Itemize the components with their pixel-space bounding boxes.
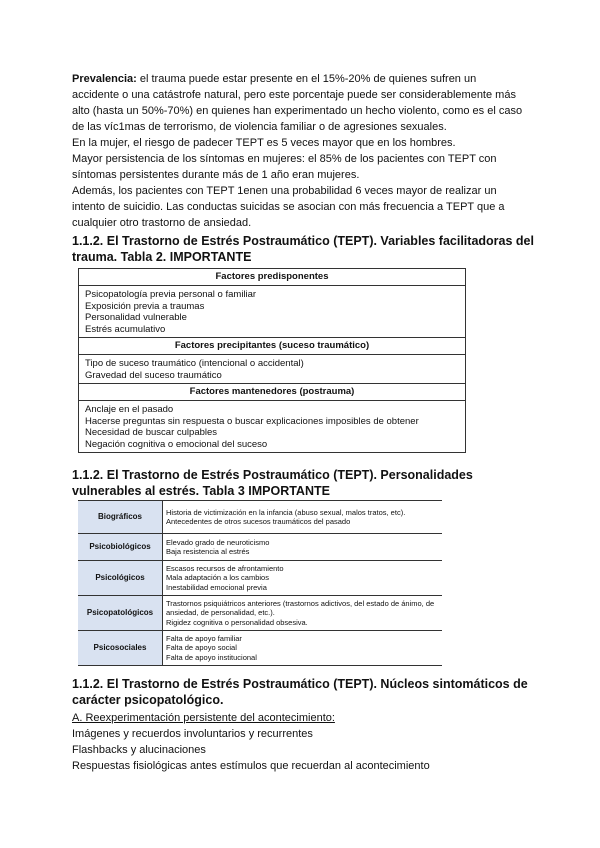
section-heading-personalidades: 1.1.2. El Trastorno de Estrés Postraumático (TEPT). Personalidades vulnerables al estrés. Tabla 3 IMPORTANTE xyxy=(72,468,473,498)
list-item: Exposición previa a traumas xyxy=(85,300,205,312)
list-item: Negación cognitiva o emocional del suceso xyxy=(85,438,268,450)
table-section-title: Factores precipitantes (suceso traumático) xyxy=(79,338,465,355)
prevalence-line-2: accidente o una catástrofe natural, pero este porcentaje puede ser considerablemente más xyxy=(72,89,516,101)
row-category: Psicosociales xyxy=(78,631,163,666)
list-item: Baja resistencia al estrés xyxy=(166,547,250,556)
table-personalidades-vulnerables xyxy=(78,500,442,666)
table-variables-facilitadoras xyxy=(78,268,466,453)
list-item: Antecedentes de otros sucesos traumáticos del pasado xyxy=(166,517,351,526)
table-row xyxy=(78,631,442,666)
table-row xyxy=(78,561,442,596)
list-item: Tipo de suceso traumático (intencional o accidental) xyxy=(85,358,304,369)
prevalence-line-8: Además, los pacientes con TEPT 1enen una probabilidad 6 veces mayor de realizar un xyxy=(72,185,497,197)
row-content xyxy=(163,561,443,596)
prevalence-paragraph xyxy=(72,71,532,231)
prevalence-line-3: alto (hasta un 50%-70%) en quienes han experimentado un hecho violento, como es el caso xyxy=(72,105,523,117)
list-item: Historia de victimización en la infancia (abuso sexual, malos tratos, etc). xyxy=(166,507,406,517)
list-item: Elevado grado de neuroticismo xyxy=(166,537,270,547)
section-a xyxy=(72,710,532,774)
prevalence-line-7: síntomas persistentes durante más de 1 año eran mujeres. xyxy=(72,169,360,181)
list-item: Mala adaptación a los cambios xyxy=(166,573,269,583)
table-row xyxy=(78,596,442,631)
row-content xyxy=(163,534,443,561)
prevalence-line-5: En la mujer, el riesgo de padecer TEPT es 5 veces mayor que en los hombres. xyxy=(72,137,456,149)
list-item: Falta de apoyo institucional xyxy=(166,652,257,662)
row-category: Biográficos xyxy=(78,501,163,534)
prevalence-label: Prevalencia: xyxy=(72,73,137,85)
list-item: Necesidad de buscar culpables xyxy=(85,427,218,438)
table-section-body xyxy=(79,286,465,338)
section-heading-variables: 1.1.2. El Trastorno de Estrés Postraumático (TEPT). Variables facilitadoras del trauma. Tabla 2. IMPORTANTE xyxy=(72,234,534,264)
row-content xyxy=(163,596,443,631)
row-content xyxy=(163,501,443,534)
table-row xyxy=(78,501,442,534)
table-section-body xyxy=(79,401,465,452)
list-item: Imágenes y recuerdos involuntarios y recurrentes xyxy=(72,728,313,740)
prevalence-line-4: de las víc1mas de terrorismo, de violencia familiar o de agresiones sexuales. xyxy=(72,121,447,133)
prevalence-line-1: Prevalencia: el trauma puede estar presente en el 15%-20% de quienes sufren un xyxy=(72,73,477,85)
list-item: Falta de apoyo social xyxy=(166,643,237,653)
list-item: Anclaje en el pasado xyxy=(85,404,174,415)
section-a-title: A. Reexperimentación persistente del acontecimiento: xyxy=(72,712,335,724)
table-row xyxy=(78,534,442,561)
table-section-title: Factores predisponentes xyxy=(79,269,465,286)
list-item: Falta de apoyo familiar xyxy=(166,633,242,643)
list-item: Psicopatología previa personal o familiar xyxy=(85,289,257,300)
table-section-body xyxy=(79,355,465,384)
section-heading-nucleos: 1.1.2. El Trastorno de Estrés Postraumático (TEPT). Núcleos sintomáticos de carácter psicopatológico. xyxy=(72,677,528,707)
list-item: Estrés acumulativo xyxy=(85,323,166,335)
list-item: Flashbacks y alucinaciones xyxy=(72,744,206,756)
row-category: Psicobiológicos xyxy=(78,534,163,561)
list-item: Inestabilidad emocional previa xyxy=(166,582,267,592)
prevalence-line-9: intento de suicidio. Las conductas suicidas se asocian con más frecuencia a TEPT que a xyxy=(72,201,505,213)
list-item: Gravedad del suceso traumático xyxy=(85,369,222,381)
list-item: Trastornos psiquiátricos anteriores (trastornos adictivos, del estado de ánimo, de ansiedad, de personalidad, etc.). xyxy=(166,598,435,618)
table-section-title: Factores mantenedores (postrauma) xyxy=(79,384,465,401)
list-item: Rigidez cognitiva o personalidad obsesiva. xyxy=(166,617,308,627)
prevalence-line-10: cualquier otro trastorno de ansiedad. xyxy=(72,217,252,229)
row-content xyxy=(163,631,443,666)
row-category: Psicopatológicos xyxy=(78,596,163,631)
list-item: Respuestas fisiológicas antes estímulos que recuerdan al acontecimiento xyxy=(72,760,430,772)
list-item: Hacerse preguntas sin respuesta o buscar explicaciones imposibles de obtener xyxy=(85,415,419,427)
list-item: Escasos recursos de afrontamiento xyxy=(166,563,284,573)
row-category: Psicológicos xyxy=(78,561,163,596)
list-item: Personalidad vulnerable xyxy=(85,312,187,323)
prevalence-line-6: Mayor persistencia de los síntomas en mujeres: el 85% de los pacientes con TEPT con xyxy=(72,153,497,165)
